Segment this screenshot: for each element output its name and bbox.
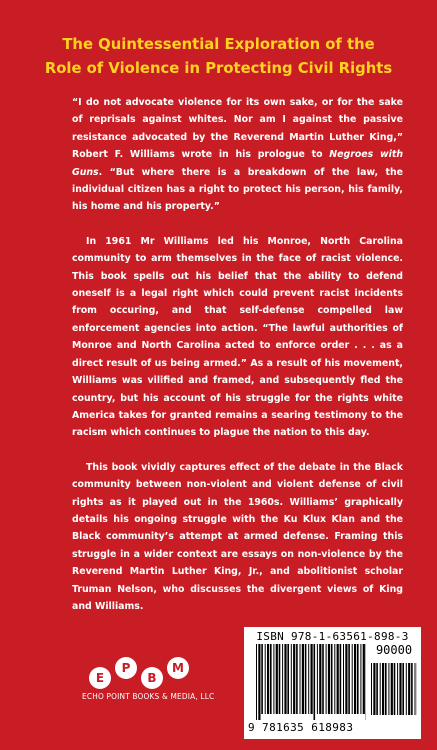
barcode-bar: [343, 644, 344, 714]
barcode-bar: [284, 644, 286, 714]
barcode-bar: [314, 644, 316, 720]
blurb-text: [72, 94, 403, 632]
barcode-bar: [317, 644, 318, 714]
isbn-barcode: [244, 627, 421, 739]
barcode-bar: [352, 644, 353, 714]
barcode-bar: [296, 644, 298, 714]
barcode-bar: [270, 644, 272, 714]
barcode-bar: [391, 663, 393, 715]
barcode-bar: [305, 644, 307, 714]
barcode-bar: [415, 663, 416, 715]
blurb-paragraph-summary: This book vividly captures effect of the debate in the Black community between non-violent and violent defense of civil rights as it played out in the 1960s. Williams’ graphically details his ongoing struggle with the Ku Klux Klan and the Black community’s attempt at armed defense. Framing this struggle in a wider context are essays on non-violence by the Reverend Martin Luther King, Jr., and abolitionist scholar Truman Nelson, who discusses the divergent views of King and Williams.: [72, 461, 403, 612]
barcode-bar: [360, 644, 361, 714]
barcode-bar: [308, 644, 309, 714]
barcode-bar: [273, 644, 274, 714]
price-barcode-bars: [371, 663, 417, 721]
barcode-bar: [293, 644, 295, 714]
barcode-bar: [265, 644, 266, 714]
ean-barcode-bars: [256, 644, 366, 720]
barcode-bar: [276, 644, 278, 714]
barcode-bar: [287, 644, 289, 714]
barcode-bar: [291, 644, 292, 714]
barcode-bar: [256, 644, 257, 720]
barcode-bar: [337, 644, 339, 714]
barcode-digits: 9 781635 618983: [248, 721, 354, 734]
barcode-bar: [406, 663, 407, 715]
quote-part-2: . “But where there is a breakdown of the law, the individual citizen has a right to protect his person, his family, his home and his property.”: [72, 166, 403, 213]
book-title-reference: Negroes with Guns: [72, 149, 403, 178]
barcode-bar: [322, 644, 324, 714]
barcode-bar: [354, 644, 356, 714]
price-code: 90000: [375, 643, 413, 657]
barcode-bar: [376, 663, 378, 715]
publisher-logo: [82, 657, 215, 701]
logo-letter-p: P: [115, 657, 137, 679]
barcode-bar: [334, 644, 335, 714]
barcode-bar: [380, 663, 381, 715]
barcode-bar: [340, 644, 342, 714]
barcode-bar: [394, 663, 396, 715]
barcode-bar: [319, 644, 321, 714]
barcode-bar: [311, 644, 313, 714]
barcode-bar: [326, 644, 327, 714]
logo-letter-b: B: [141, 667, 163, 689]
logo-letter-m: M: [167, 657, 189, 679]
barcode-bar: [408, 663, 410, 715]
barcode-bar: [388, 663, 389, 715]
barcode-bar: [279, 644, 281, 714]
barcode-bar: [371, 663, 372, 715]
publisher-logo-circles: [76, 657, 202, 689]
barcode-bar: [357, 644, 359, 714]
barcode-bar: [382, 663, 384, 715]
blurb-paragraph-history: In 1961 Mr Williams led his Monroe, North Carolina community to arm themselves in the face of racist violence. This book spells out his belief that the ability to defend oneself is a legal right which could prevent racist incidents from occuring, and that self-defense compelled law enforcement agencies into action. “The lawful authorities of Monroe and North Carolina acted to enforce order . . . as a direct result of us being armed.” As a result of his movement, Williams was vilified and framed, and subsequently fled the country, but his account of his struggle for the rights white America takes for granted remains a searing testimony to the racism which continues to plague the nation to this day.: [72, 235, 403, 439]
publisher-name: ECHO POINT BOOKS & MEDIA, LLC: [82, 691, 215, 701]
barcode-bar: [282, 644, 283, 714]
blurb-paragraph-quote: [72, 94, 403, 216]
barcode-bar: [363, 644, 365, 714]
barcode-bar: [348, 644, 350, 714]
barcode-bar: [345, 644, 347, 714]
barcode-bar: [385, 663, 387, 715]
cover-headline: [20, 33, 417, 81]
barcode-bar: [373, 663, 375, 715]
headline-line-1: The Quintessential Exploration of the: [62, 36, 375, 53]
isbn-label: ISBN 978-1-63561-898-3: [256, 630, 409, 643]
barcode-bar: [399, 663, 401, 715]
barcode-bar: [300, 644, 301, 714]
barcode-bar: [258, 644, 260, 720]
barcode-bar: [397, 663, 398, 715]
quote-part-1: “I do not advocate violence for its own sake, or for the sake of reprisals against whites. Nor am I against the passive resistance advocated by the Reverend Martin Luther King,” Robert F. Williams wrote in his prologue to: [72, 97, 403, 161]
logo-letter-e: E: [89, 667, 111, 689]
barcode-bar: [267, 644, 269, 714]
barcode-bar: [331, 644, 333, 714]
headline-line-2: Role of Violence in Protecting Civil Rights: [44, 60, 393, 77]
barcode-bar: [411, 663, 413, 715]
barcode-bar: [328, 644, 330, 714]
barcode-bar: [302, 644, 304, 714]
barcode-bar: [402, 663, 404, 715]
barcode-bar: [261, 644, 263, 714]
